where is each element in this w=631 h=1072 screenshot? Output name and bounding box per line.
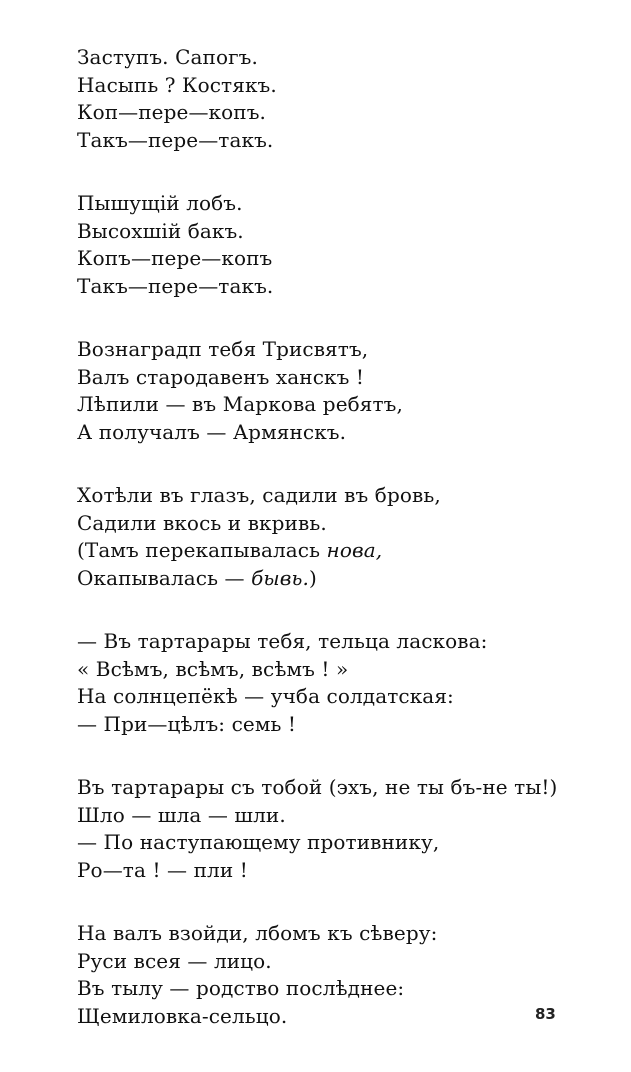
- poem-line: Хотѣли въ глазъ, садили въ бровь,: [77, 483, 441, 507]
- poem-line: На валъ взойди, лбомъ къ сѣверу:: [77, 921, 438, 945]
- stanza-6: [77, 774, 597, 884]
- poem-line: — При—цѣлъ: семь !: [77, 711, 297, 736]
- poem-line: Такъ—пере—такъ.: [77, 127, 274, 152]
- poem-line: Валъ стародавенъ ханскъ !: [77, 364, 365, 389]
- poem-line: Шло — шла — шли.: [77, 802, 286, 827]
- poem-line: Вознаградп тебя Трисвятъ,: [77, 337, 369, 361]
- poem-line: Пышущій лобъ.: [77, 191, 243, 215]
- poem-line: Въ тылу — родство послѣднее:: [77, 976, 405, 1000]
- poem-line: На солнцепёкѣ — учба солдатская:: [77, 684, 454, 708]
- poem-line: Насыпь ? Костякъ.: [77, 72, 277, 97]
- poem-line: Руси всея — лицо.: [77, 948, 272, 973]
- poem-line: [77, 565, 597, 593]
- line-text: (Тамъ перекапывалась: [77, 538, 327, 562]
- italic-word: бывь.: [251, 565, 309, 590]
- poem-line: А получалъ — Армянскъ.: [77, 419, 347, 444]
- poem-line: Въ тартарары съ тобой (эхъ, не ты бъ-не ты!): [77, 775, 558, 799]
- stanza-2: [77, 190, 597, 300]
- stanza-4: [77, 482, 597, 592]
- poem-line: Садили вкось и вкривь.: [77, 510, 327, 535]
- poem-line: [77, 537, 597, 565]
- closing-parenthesis: ): [308, 565, 317, 590]
- line-text: Окапывалась —: [77, 565, 252, 590]
- stanza-1: [77, 44, 597, 154]
- poem-line: — По наступающему противнику,: [77, 830, 440, 854]
- poem-line: Копъ—пере—копъ: [77, 246, 273, 270]
- poem-line: Коп—пере—копъ.: [77, 100, 267, 124]
- page-number: 83: [535, 1005, 556, 1023]
- stanza-7: [77, 920, 597, 1030]
- poem-line: Лѣпили — въ Маркова ребятъ,: [77, 392, 403, 416]
- poem-line: Высохшій бакъ.: [77, 218, 244, 243]
- poem-line: Заступъ. Сапогъ.: [77, 45, 258, 69]
- stanza-3: [77, 336, 597, 446]
- poem-line: Щемиловка-сельцо.: [77, 1003, 288, 1028]
- stanza-5: [77, 628, 597, 738]
- poem-line: « Всѣмъ, всѣмъ, всѣмъ ! »: [77, 656, 349, 681]
- poem-line: — Въ тартарары тебя, тельца ласкова:: [77, 629, 488, 653]
- poem-line: Такъ—пере—такъ.: [77, 273, 274, 298]
- poem-line: Ро—та ! — пли !: [77, 857, 248, 882]
- poem-text: [77, 44, 597, 1066]
- italic-word: нова,: [326, 538, 383, 562]
